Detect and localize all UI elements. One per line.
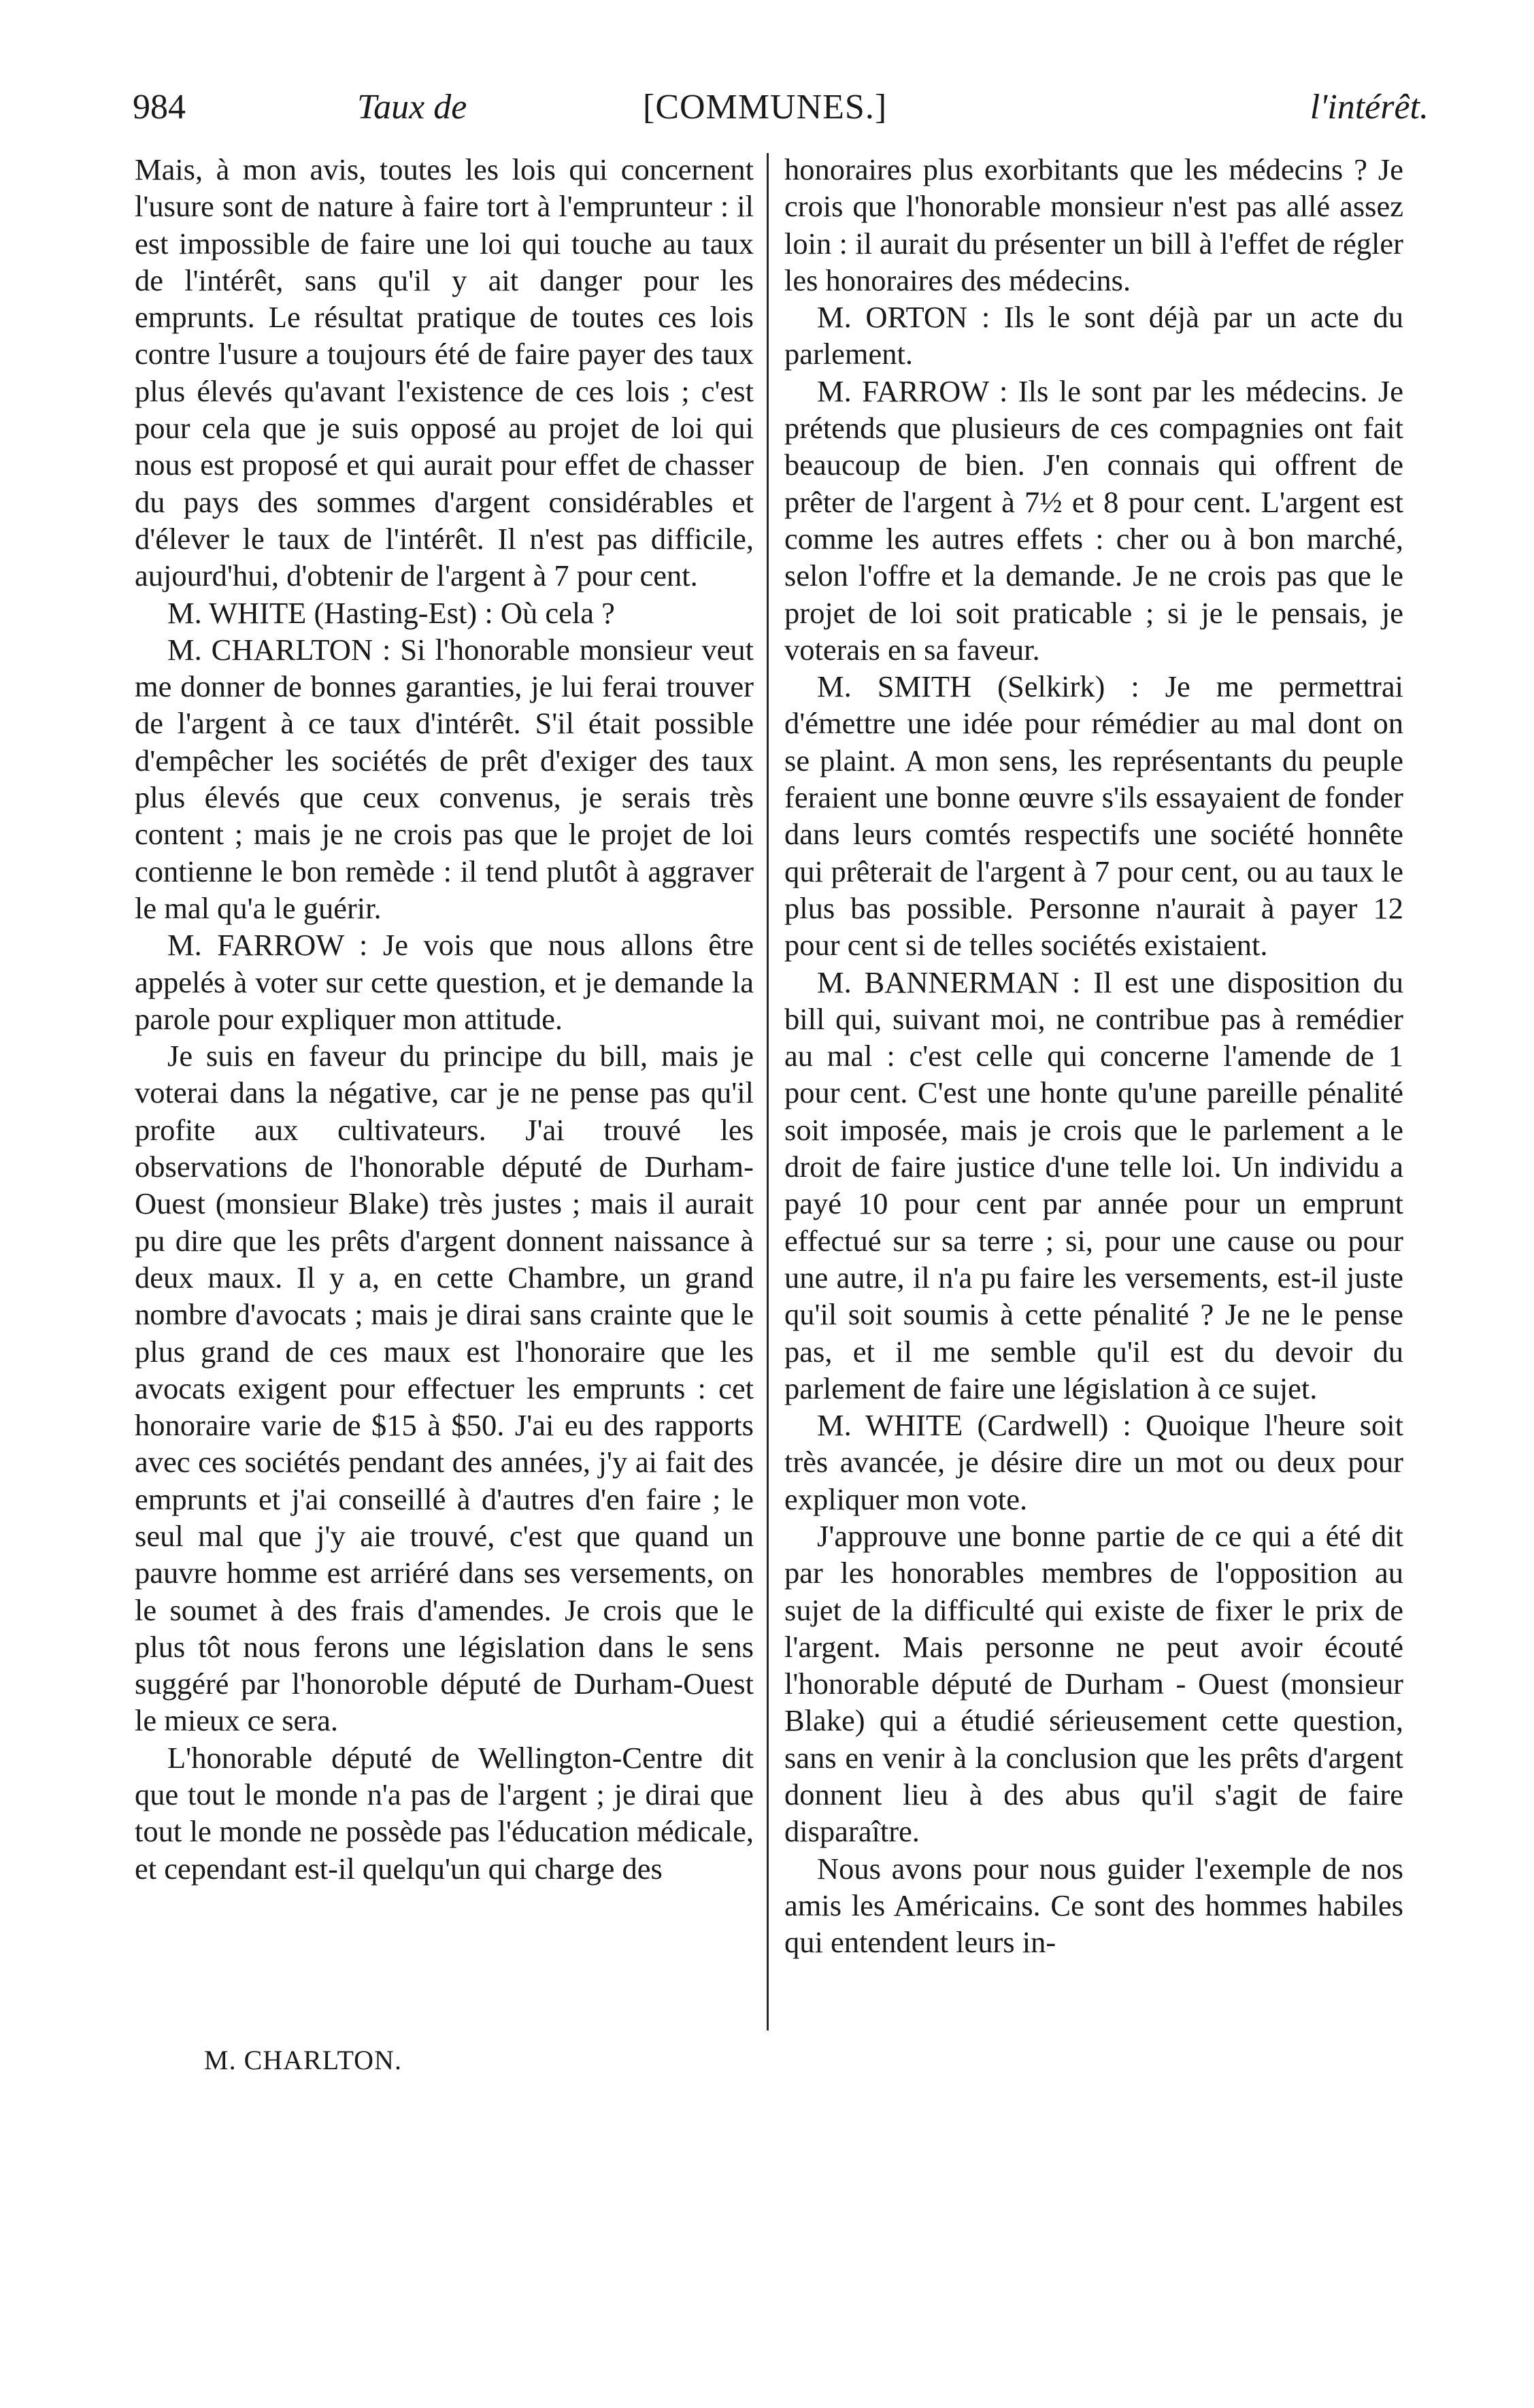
paragraph: M. FARROW : Ils le sont par les médecins. Je prétends que plusieurs de ces compagnies ont fait beaucoup de bien. J'en connais qui offrent de prêter de l'argent à 7½ et 8 pour cent. L'argent est comme les autres effets : cher ou à bon marché, selon l'offre et la demande. Je ne crois pas que le projet de loi soit praticable ; si je le pensais, je voterais en sa faveur. xyxy=(784,373,1403,667)
header-right-title: l'intérêt. xyxy=(1310,88,1429,127)
paragraph: L'honorable député de Wellington-Centre dit que tout le monde n'a pas de l'argent ; je dirai que tout le monde ne possède pas l'éducation médicale, et cependant est-il quelqu'un qui charge des xyxy=(135,1740,754,1886)
paragraph: Mais, à mon avis, toutes les lois qui concernent l'usure sont de nature à faire tort à l'emprunteur : il est impossible de faire une loi qui touche au taux de l'intérêt, sans qu'il y ait danger pour les emprunts. Le résultat pratique de toutes ces lois contre l'usure a toujours été de faire payer des taux plus élevés qu'avant l'existence de ces lois ; c'est pour cela que je suis opposé au projet de loi qui nous est proposé et qui aurait pour effet de chasser du pays des sommes d'argent considérables et d'élever le taux de l'intérêt. Il n'est pas difficile, aujourd'hui, d'obtenir de l'argent à 7 pour cent. xyxy=(135,152,754,593)
column-divider xyxy=(767,153,769,2030)
paragraph: Nous avons pour nous guider l'exemple de nos amis les Américains. Ce sont des hommes habiles qui entendent leurs in- xyxy=(784,1851,1403,1960)
page-number: 984 xyxy=(133,88,186,127)
paragraph: Je suis en faveur du principe du bill, mais je voterai dans la négative, car je ne pense pas qu'il profite aux cultivateurs. J'ai trouvé les observations de l'honorable député de Durham-Ouest (monsieur Blake) très justes ; mais il aurait pu dire que les prêts d'argent donnent naissance à deux maux. Il y a, en cette Chambre, un grand nombre d'avocats ; mais je dirai sans crainte que le plus grand de ces maux est l'honoraire que les avocats exigent pour effectuer les emprunts : cet honoraire varie de $15 à $50. J'ai eu des rapports avec ces sociétés pendant des années, j'y ai fait des emprunts et j'ai conseillé à d'autres d'en faire ; le seul mal que j'y aie trouvé, c'est que quand un pauvre homme est arriéré dans ses versements, on le soumet à des frais d'amendes. Je crois que le plus tôt nous ferons une législation dans le sens suggéré par l'honoroble député de Durham-Ouest le mieux ce sera. xyxy=(135,1039,754,1738)
right-column xyxy=(784,151,1403,1961)
header-left-title: Taux de xyxy=(357,88,467,127)
left-column xyxy=(135,151,754,1887)
paragraph: M. FARROW : Je vois que nous allons être appelés à voter sur cette question, et je demande la parole pour expliquer mon attitude. xyxy=(135,928,754,1036)
paragraph: M. CHARLTON : Si l'honorable monsieur veut me donner de bonnes garanties, je lui ferai trouver de l'argent à ce taux d'intérêt. S'il était possible d'empêcher les sociétés de prêt d'exiger des taux plus élevés que ceux convenus, je serais très content ; mais je ne crois pas que le projet de loi contienne le bon remède : il tend plutôt à aggraver le mal qu'a le guérir. xyxy=(135,632,754,925)
page-footer-signature: M. CHARLTON. xyxy=(204,2045,402,2075)
header-section: [COMMUNES.] xyxy=(643,88,888,127)
running-header xyxy=(133,80,1429,135)
paragraph: J'approuve une bonne partie de ce qui a été dit par les honorables membres de l'opposition au sujet de la difficulté qui existe de fixer le prix de l'argent. Mais personne ne peut avoir écouté l'honorable député de Durham - Ouest (monsieur Blake) qui a étudié sérieusement cette question, sans en venir à la conclusion que les prêts d'argent donnent lieu à des abus qu'il s'agit de faire disparaître. xyxy=(784,1518,1403,1849)
paragraph: M. BANNERMAN : Il est une disposition du bill qui, suivant moi, ne contribue pas à remédier au mal : c'est celle qui concerne l'amende de 1 pour cent. C'est une honte qu'une pareille pénalité soit imposée, mais je crois que le parlement a le droit de faire justice d'une telle loi. Un individu a payé 10 pour cent par année pour un emprunt effectué sur sa terre ; si, pour une cause ou pour une autre, il n'a pu faire les versements, est-il juste qu'il soit soumis à cette pénalité ? Je ne le pense pas, et il me semble qu'il est du devoir du parlement de faire une législation à ce sujet. xyxy=(784,965,1403,1405)
paragraph: M. WHITE (Hasting-Est) : Où cela ? xyxy=(167,595,615,630)
paragraph: M. ORTON : Ils le sont déjà par un acte du parlement. xyxy=(784,300,1403,371)
paragraph: honoraires plus exorbitants que les médecins ? Je crois que l'honorable monsieur n'est pas allé assez loin : il aurait du présenter un bill à l'effet de régler les honoraires des médecins. xyxy=(784,152,1403,297)
paragraph: M. SMITH (Selkirk) : Je me permettrai d'émettre une idée pour rémédier au mal dont on se plaint. A mon sens, les représentants du peuple feraient une bonne œuvre s'ils essayaient de fonder dans leurs comtés respectifs une société honnête qui prêterait de l'argent à 7 pour cent, ou au taux le plus bas possible. Personne n'aurait à payer 12 pour cent si de telles sociétés existaient. xyxy=(784,669,1403,963)
paragraph: M. WHITE (Cardwell) : Quoique l'heure soit très avancée, je désire dire un mot ou deux pour expliquer mon vote. xyxy=(784,1408,1403,1516)
